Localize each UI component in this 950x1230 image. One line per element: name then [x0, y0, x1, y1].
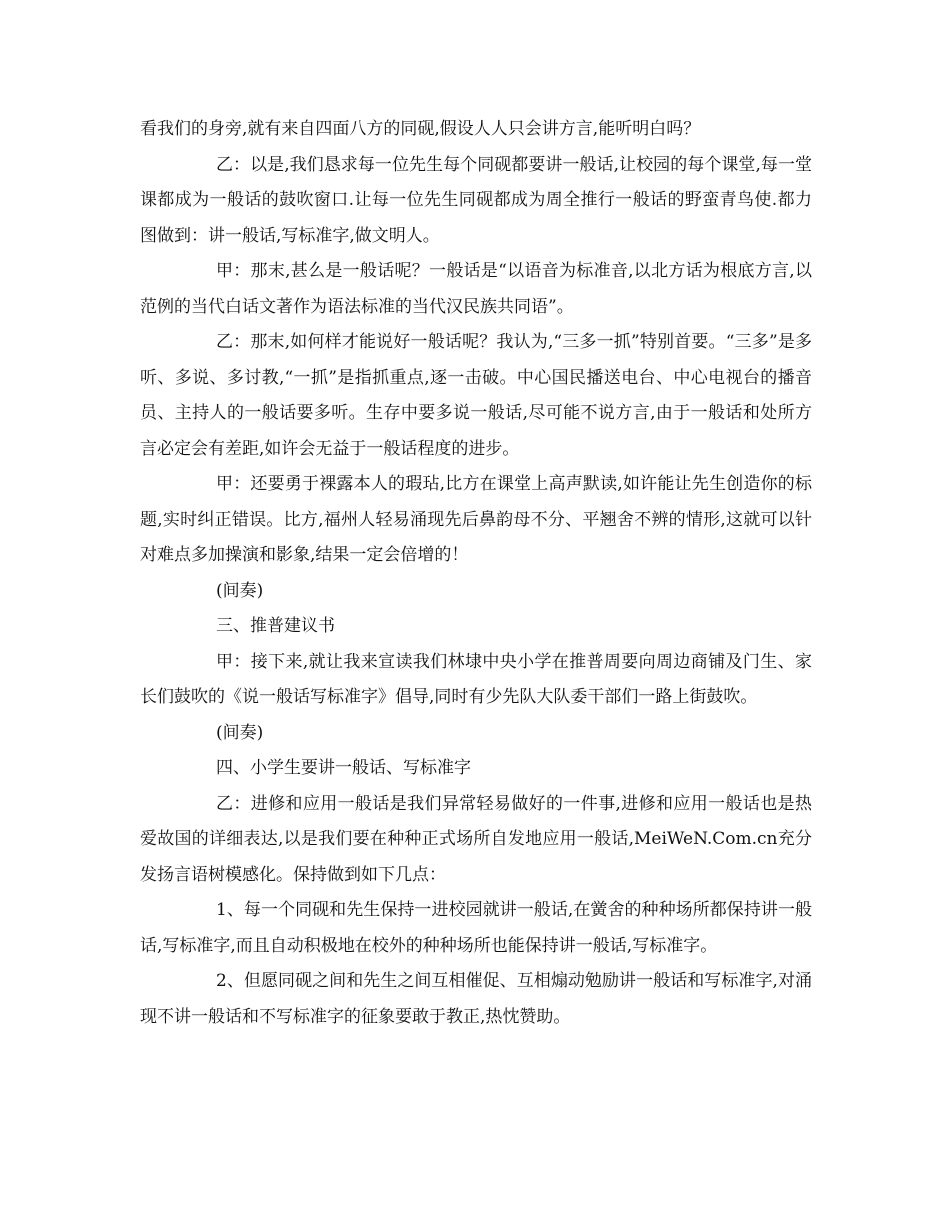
paragraph-yi-3: 乙：进修和应用一般话是我们异常轻易做好的一件事,进修和应用一般话也是热爱故国的详细表达,以是我们要在种种正式场所自发地应用一般话,MeiWeN.Com.cn充分发扬言语树模感化。保持做到如下几点：	[140, 793, 812, 885]
paragraph-continuation: 看我们的身旁,就有来自四面八方的同砚,假设人人只会讲方言,能听明白吗？	[140, 119, 701, 139]
list-item-2: 2、但愿同砚之间和先生之间互相催促、互相煽动勉励讲一般话和写标准字,对涌现不讲一般话和不写标准字的征象要敢于教正,热忱赞助。	[140, 971, 812, 1027]
paragraph-jia-3: 甲：接下来,就让我来宣读我们林埭中央小学在推普周要向周边商铺及门生、家长们鼓吹的《说一般话写标准字》倡导,同时有少先队大队委干部们一路上街鼓吹。	[140, 651, 812, 707]
section-heading-4: 四、小学生要讲一般话、写标准字	[216, 758, 471, 778]
list-item-1: 1、每一个同砚和先生保持一进校园就讲一般话,在黉舍的种种场所都保持讲一般话,写标准字,而且自动积极地在校外的种种场所也能保持讲一般话,写标准字。	[140, 900, 812, 956]
paragraph-yi-1: 乙：以是,我们恳求每一位先生每个同砚都要讲一般话,让校园的每个课堂,每一堂课都成为一般话的鼓吹窗口.让每一位先生同砚都成为周全推行一般话的野蛮青鸟使.都力图做到：讲一般话,写标准字,做文明人。	[140, 154, 812, 246]
interlude-2: (间奏)	[216, 722, 264, 743]
interlude-1: (间奏)	[216, 580, 264, 601]
paragraph-jia-1: 甲：那末,甚么是一般话呢？一般话是“以语音为标准音,以北方话为根底方言,以范例的当代白话文著作为语法标准的当代汉民族共同语”。	[140, 261, 812, 317]
paragraph-yi-2: 乙：那末,如何样才能说好一般话呢？我认为,“三多一抓”特别首要。“三多”是多听、多说、多讨教,“一抓”是指抓重点,逐一击破。中心国民播送电台、中心电视台的播音员、主持人的一般话要多听。生存中要多说一般话,尽可能不说方言,由于一般话和处所方言必定会有差距,如许会无益于一般话程度的进步。	[140, 332, 812, 459]
document-body	[140, 112, 812, 1035]
section-heading-3: 三、推普建议书	[216, 616, 335, 636]
paragraph-jia-2: 甲：还要勇于裸露本人的瑕玷,比方在课堂上高声默读,如许能让先生创造你的标题,实时纠正错误。比方,福州人轻易涌现先后鼻韵母不分、平翘舍不辨的情形,这就可以针对难点多加操演和影象,结果一定会倍增的！	[140, 474, 812, 565]
